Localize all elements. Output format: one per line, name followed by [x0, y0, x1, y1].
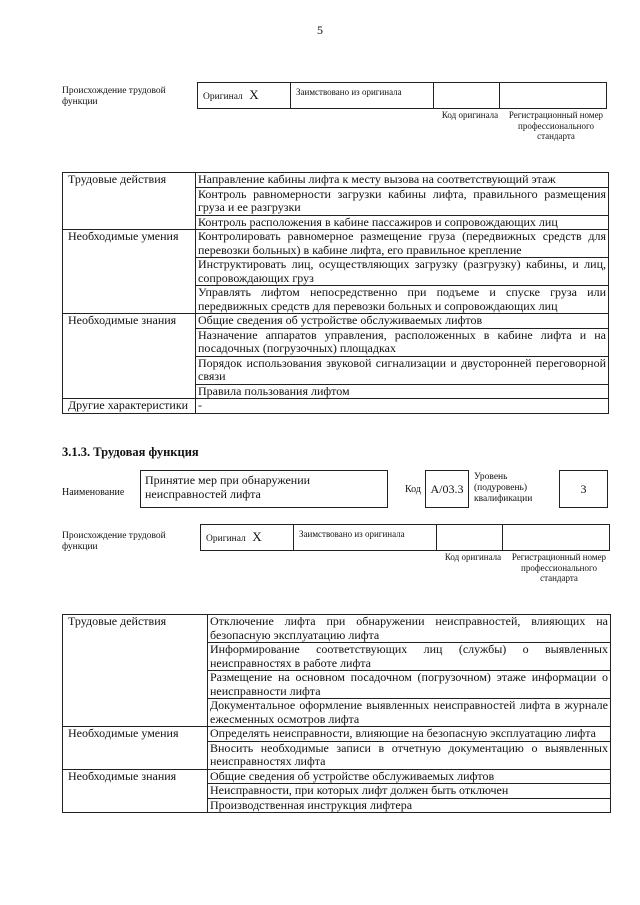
row-label-knowledge: Необходимые знания: [63, 769, 208, 813]
table-cell: Контроль расположения в кабине пассажиров и сопровождающих лиц: [196, 215, 609, 230]
reg-number-caption: Регистрационный номер профессионального стандарта: [511, 552, 607, 583]
original-cell: [198, 83, 291, 108]
code-original-caption: Код оригинала: [441, 110, 499, 120]
table-cell: Порядок использования звуковой сигнализации и двусторонней переговорной связи: [196, 356, 609, 384]
original-mark: X: [252, 529, 262, 544]
table-cell: Назначение аппаратов управления, расположенных в кабине лифта и на посадочных (погрузочных) площадках: [196, 328, 609, 356]
table-cell: Документальное оформление выявленных неисправностей лифта в журнале ежесменных осмотров лифта: [208, 699, 611, 727]
reg-number-cell: [503, 525, 609, 550]
row-label-knowledge: Необходимые знания: [63, 314, 196, 399]
borrowed-label: Заимствовано из оригинала: [296, 87, 402, 97]
row-label-skills: Необходимые умения: [63, 727, 208, 770]
table-cell: Правила пользования лифтом: [196, 384, 609, 399]
code-original-cell: [437, 525, 503, 550]
code-label: Код: [405, 484, 421, 495]
code-value: A/03.3: [430, 482, 464, 496]
page-number: 5: [317, 23, 323, 37]
table-cell: -: [196, 399, 609, 414]
table-cell: Общие сведения об устройстве обслуживаемых лифтов: [196, 314, 609, 329]
level-value: 3: [580, 482, 587, 496]
table-cell: Общие сведения об устройстве обслуживаемых лифтов: [208, 769, 611, 784]
function-name-box: [140, 470, 388, 508]
original-label: Оригинал: [203, 92, 243, 102]
reg-number-caption: Регистрационный номер профессионального стандарта: [508, 110, 604, 141]
reg-number-cell: [500, 83, 606, 108]
origin-label: Происхождение трудовой функции: [62, 86, 166, 107]
borrowed-cell: [294, 525, 437, 550]
table-cell: Вносить необходимые записи в отчетную документацию о выявленных неисправностях лифта: [208, 741, 611, 769]
code-original-cell: [434, 83, 500, 108]
code-original-caption: Код оригинала: [444, 552, 502, 562]
table-cell: Контроль равномерности загрузки кабины лифта, правильного размещения груза и ее разгрузки: [196, 187, 609, 215]
labor-function-table-1: [62, 172, 609, 414]
row-label-actions: Трудовые действия: [63, 173, 196, 230]
level-label: Уровень (подуровень) квалификации: [474, 472, 533, 504]
code-box: [425, 470, 469, 508]
table-cell: Направление кабины лифта к месту вызова на соответствующий этаж: [196, 173, 609, 188]
table-cell: Контролировать равномерное размещение груза (передвижных средств для перевозки больных) в кабине лифта, его правильное крепление: [196, 230, 609, 258]
table-cell: Инструктировать лиц, осуществляющих загрузку (разгрузку) кабины, и лиц, сопровождающих груз: [196, 258, 609, 286]
borrowed-cell: [291, 83, 434, 108]
origin-box: [197, 82, 607, 109]
origin-label: Происхождение трудовой функции: [62, 531, 166, 552]
borrowed-label: Заимствовано из оригинала: [299, 529, 405, 539]
row-label-skills: Необходимые умения: [63, 230, 196, 314]
original-mark: X: [249, 87, 259, 102]
origin-box: [200, 524, 610, 551]
level-box: [559, 470, 608, 508]
row-label-actions: Трудовые действия: [63, 615, 208, 727]
table-cell: Определять неисправности, влияющие на безопасную эксплуатацию лифта: [208, 727, 611, 742]
table-cell: Неисправности, при которых лифт должен быть отключен: [208, 784, 611, 799]
table-cell: Производственная инструкция лифтера: [208, 798, 611, 813]
table-cell: Информирование соответствующих лиц (службы) о выявленных неисправностях в работе лифта: [208, 643, 611, 671]
labor-function-table-2: [62, 614, 611, 813]
table-cell: Отключение лифта при обнаружении неисправностей, влияющих на безопасную эксплуатацию лифта: [208, 615, 611, 643]
row-label-other: Другие характеристики: [63, 399, 196, 414]
section-heading: 3.1.3. Трудовая функция: [62, 445, 199, 459]
function-name: Принятие мер при обнаружении неисправностей лифта: [145, 473, 311, 501]
table-cell: Размещение на основном посадочном (погрузочном) этаже информации о неисправности лифта: [208, 671, 611, 699]
table-cell: Управлять лифтом непосредственно при подъеме и спуске груза или передвижных средств для перевозки больных и сопровождающих лиц: [196, 286, 609, 314]
name-label: Наименование: [62, 487, 125, 498]
original-label: Оригинал: [206, 534, 246, 544]
original-cell: [201, 525, 294, 550]
